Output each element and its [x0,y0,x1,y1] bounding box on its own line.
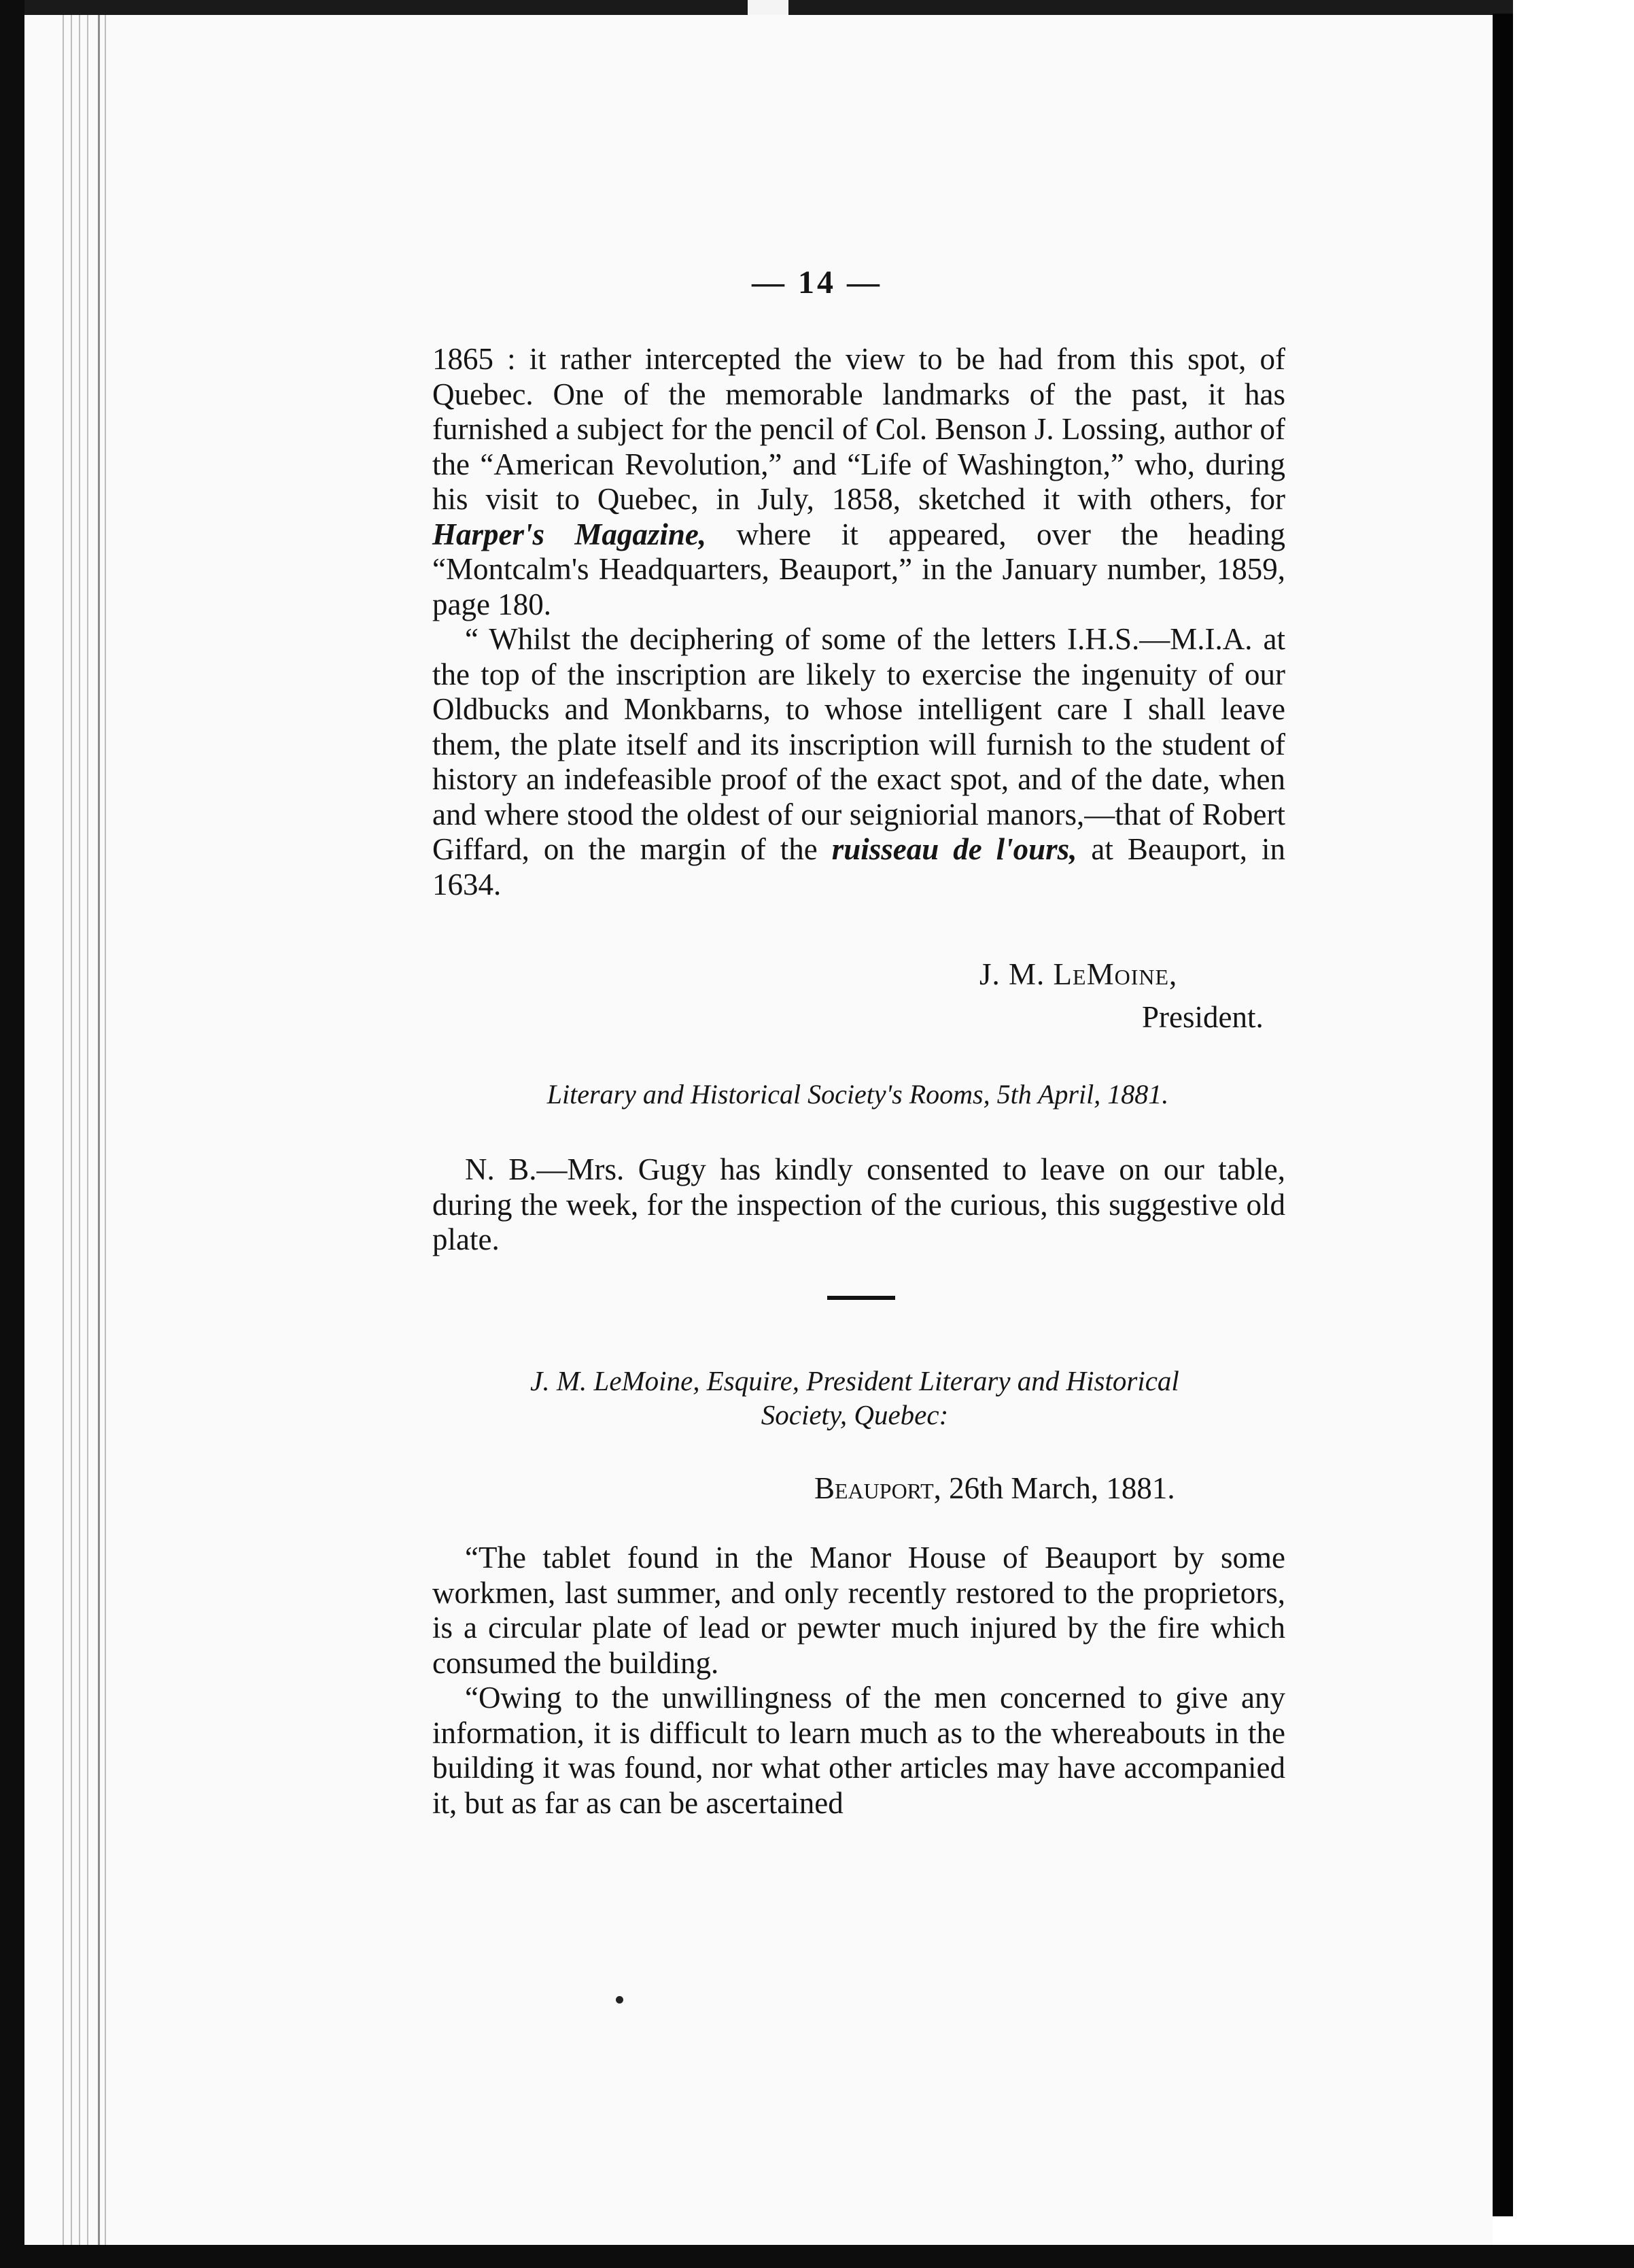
magazine-title: Harper's Magazine, [432,517,707,551]
scan-top-border [0,0,1634,15]
letter-date: Beauport, 26th March, 1881. [814,1471,1175,1505]
letter-body [432,342,1285,902]
section-divider [827,1296,895,1300]
scan-bottom-border [0,2245,1634,2268]
page-edge-line [87,15,88,2245]
paragraph: “ Whilst the deciphering of some of the letters I.H.S.—M.I.A. at the top of the inscription are likely to exercise the ingenuity of our Oldbucks and Monkbarns, to whose intelligent care I shall leave them, the plate itself and its inscription will furnish to the student of history an indefeasible proof of the exact spot, and of the date, when and where stood the oldest of our seigniorial manors,—that of Robert Giffard, on the margin of the ruisseau de l'ours, at Beauport, in 1634. [432,622,1285,901]
signature-title: President. [1142,1000,1264,1034]
letter-address [435,1364,1274,1432]
paragraph: “Owing to the unwillingness of the men concerned to give any information, it is difficult to learn much as to the whereabouts in the building it was found, nor what other articles may have accompanied it, but as far as can be ascertained [432,1681,1285,1820]
page-number: — 14 — [752,264,882,300]
place-name: ruisseau de l'ours, [831,832,1077,866]
scan-right-border [1493,14,1513,2216]
page-edge-line [63,15,64,2245]
page-edge-line [79,15,80,2245]
scan-top-gap [748,0,788,15]
scan-left-border [0,0,24,2268]
scan-right-margin [1513,0,1634,2268]
paragraph: “The tablet found in the Manor House of Beauport by some workmen, last summer, and only recently restored to the proprietors, is a circular plate of lead or pewter much injured by the fire which consumed the building. [432,1541,1285,1680]
paragraph: N. B.—Mrs. Gugy has kindly consented to leave on our table, during the week, for the inspection of the curious, this suggestive old plate. [432,1152,1285,1256]
signature-name: J. M. LeMoine, [979,957,1178,991]
page-edge-line [105,15,106,2245]
page-edge-line [71,15,72,2245]
paragraph: 1865 : it rather intercepted the view to be had from this spot, of Quebec. One of the memorable landmarks of the past, it has furnished a subject for the pencil of Col. Benson J. Lossing, author of the “American Revolution,” and “Life of Washington,” who, during his visit to Quebec, in July, 1858, sketched it with others, for Harper's Magazine, where it appeared, over the heading “Montcalm's Headquarters, Beauport,” in the January number, 1859, page 180. [432,342,1285,621]
note-body [432,1152,1285,1258]
letter-body [432,1541,1285,1821]
address-line: J. M. LeMoine, Esquire, President Literary and Historical [530,1365,1179,1396]
dateline: Literary and Historical Society's Rooms, 5th April, 1881. [546,1079,1169,1110]
page-edge-line [98,15,100,2245]
ink-spot [616,1996,623,2004]
address-line: Society, Quebec: [761,1399,949,1430]
